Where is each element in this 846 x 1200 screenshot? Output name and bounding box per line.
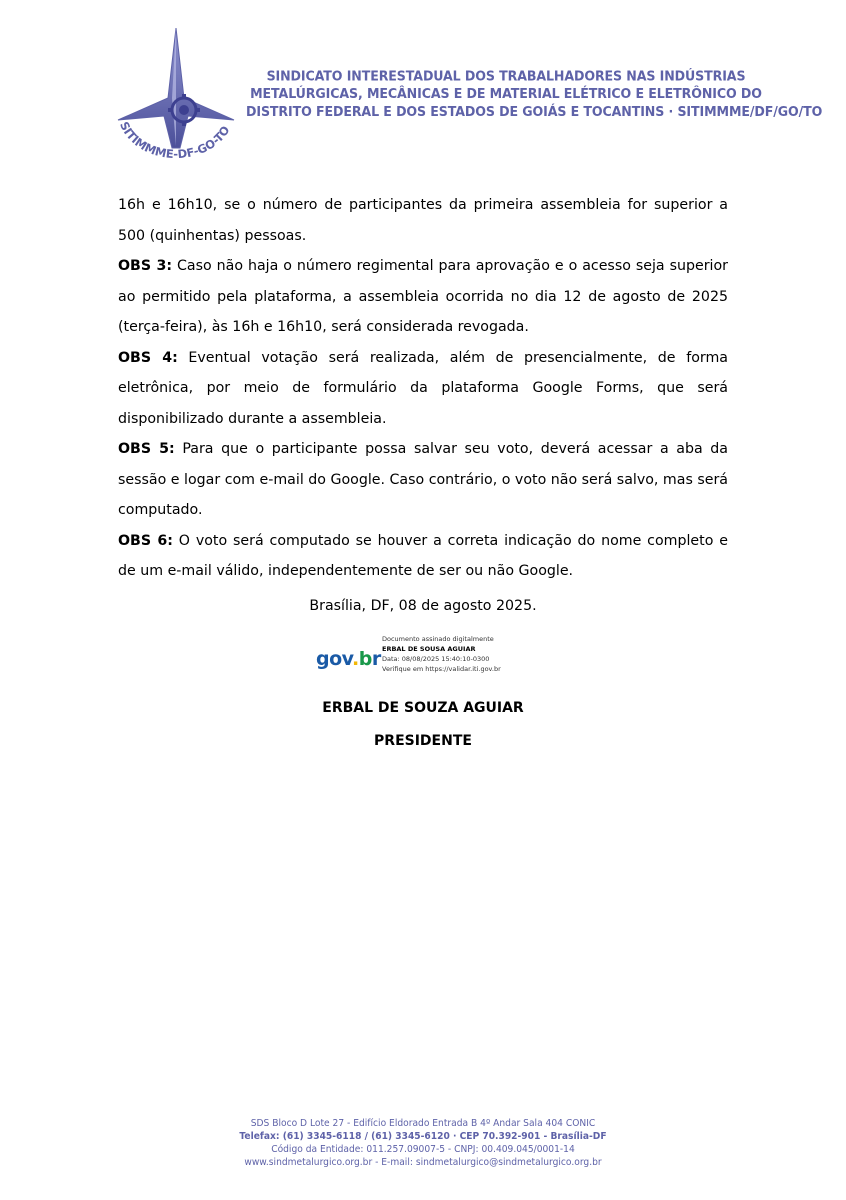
place-date: Brasília, DF, 08 de agosto 2025. [309, 598, 537, 614]
obs-5 [118, 434, 728, 526]
obs-text: Eventual votação será realizada, além de presencialmente, de forma eletrônica, por meio de formulário da plataforma Google Forms, que será disponibilizado durante a assembleia. [118, 349, 728, 427]
signer-name: ERBAL DE SOUZA AGUIAR [322, 700, 524, 716]
obs-label: OBS 3: [118, 258, 173, 274]
obs-label: OBS 6: [118, 532, 173, 549]
signature-info [382, 634, 501, 674]
document-body [118, 190, 728, 587]
intro-paragraph: 16h e 16h10, se o número de participantes da primeira assembleia for superior a 500 (quinhentas) pessoas. [118, 197, 728, 244]
footer-address: SDS Bloco D Lote 27 - Edifício Eldorado Entrada B 4º Andar Sala 404 CONIC [250, 1118, 596, 1129]
footer-phone: Telefax: (61) 3345-6118 / (61) 3345-6120 · CEP 70.392-901 - Brasília-DF [239, 1131, 607, 1142]
obs-label: OBS 5: [118, 441, 175, 457]
signature-verify: Verifique em https://validar.iti.gov.br [382, 665, 501, 673]
obs-4 [118, 343, 728, 435]
digital-signature-stamp [316, 630, 556, 684]
header-line-3: DISTRITO FEDERAL E DOS ESTADOS DE GOIÁS E TOCANTINS · SITIMMME/DF/GO/TO [246, 103, 823, 120]
obs-text: Caso não haja o número regimental para aprovação e o acesso seja superior ao permitido pela plataforma, a assembleia ocorrida no dia 12 de agosto de 2025 (terça-feira), às 16h e 16h10, será considerada revogada. [118, 258, 728, 335]
obs-3 [118, 251, 728, 343]
header-line-2: METALÚRGICAS, MECÂNICAS E DE MATERIAL ELÉTRICO E ELETRÔNICO DO [250, 85, 762, 102]
header-line-1: SINDICATO INTERESTADUAL DOS TRABALHADORES NAS INDÚSTRIAS [266, 67, 746, 84]
union-logo [112, 28, 240, 176]
obs-label: OBS 4: [118, 349, 178, 366]
signature-name: ERBAL DE SOUSA AGUIAR [382, 645, 476, 653]
footer [211, 1117, 635, 1169]
union-name [246, 67, 823, 121]
signature-date: Data: 08/08/2025 15:40:10-0300 [382, 655, 490, 663]
signer-role: PRESIDENTE [374, 733, 472, 749]
footer-registration: Código da Entidade: 011.257.09007-5 - CNPJ: 00.409.045/0001-14 [271, 1144, 575, 1155]
footer-contact: www.sindmetalurgico.org.br - E-mail: sindmetalurgico@sindmetalurgico.org.br [244, 1157, 602, 1168]
obs-6 [118, 526, 728, 587]
obs-text: Para que o participante possa salvar seu voto, deverá acessar a aba da sessão e logar com e-mail do Google. Caso contrário, o voto não será salvo, mas será computado. [118, 441, 728, 518]
logo-text: SITIMMME-DF-GO-TO [117, 119, 233, 162]
obs-text: O voto será computado se houver a correta indicação do nome completo e de um e-mail válido, independentemente de ser ou não Google. [118, 532, 728, 579]
signature-caption: Documento assinado digitalmente [382, 635, 494, 643]
govbr-logo: gov.br [316, 648, 381, 670]
